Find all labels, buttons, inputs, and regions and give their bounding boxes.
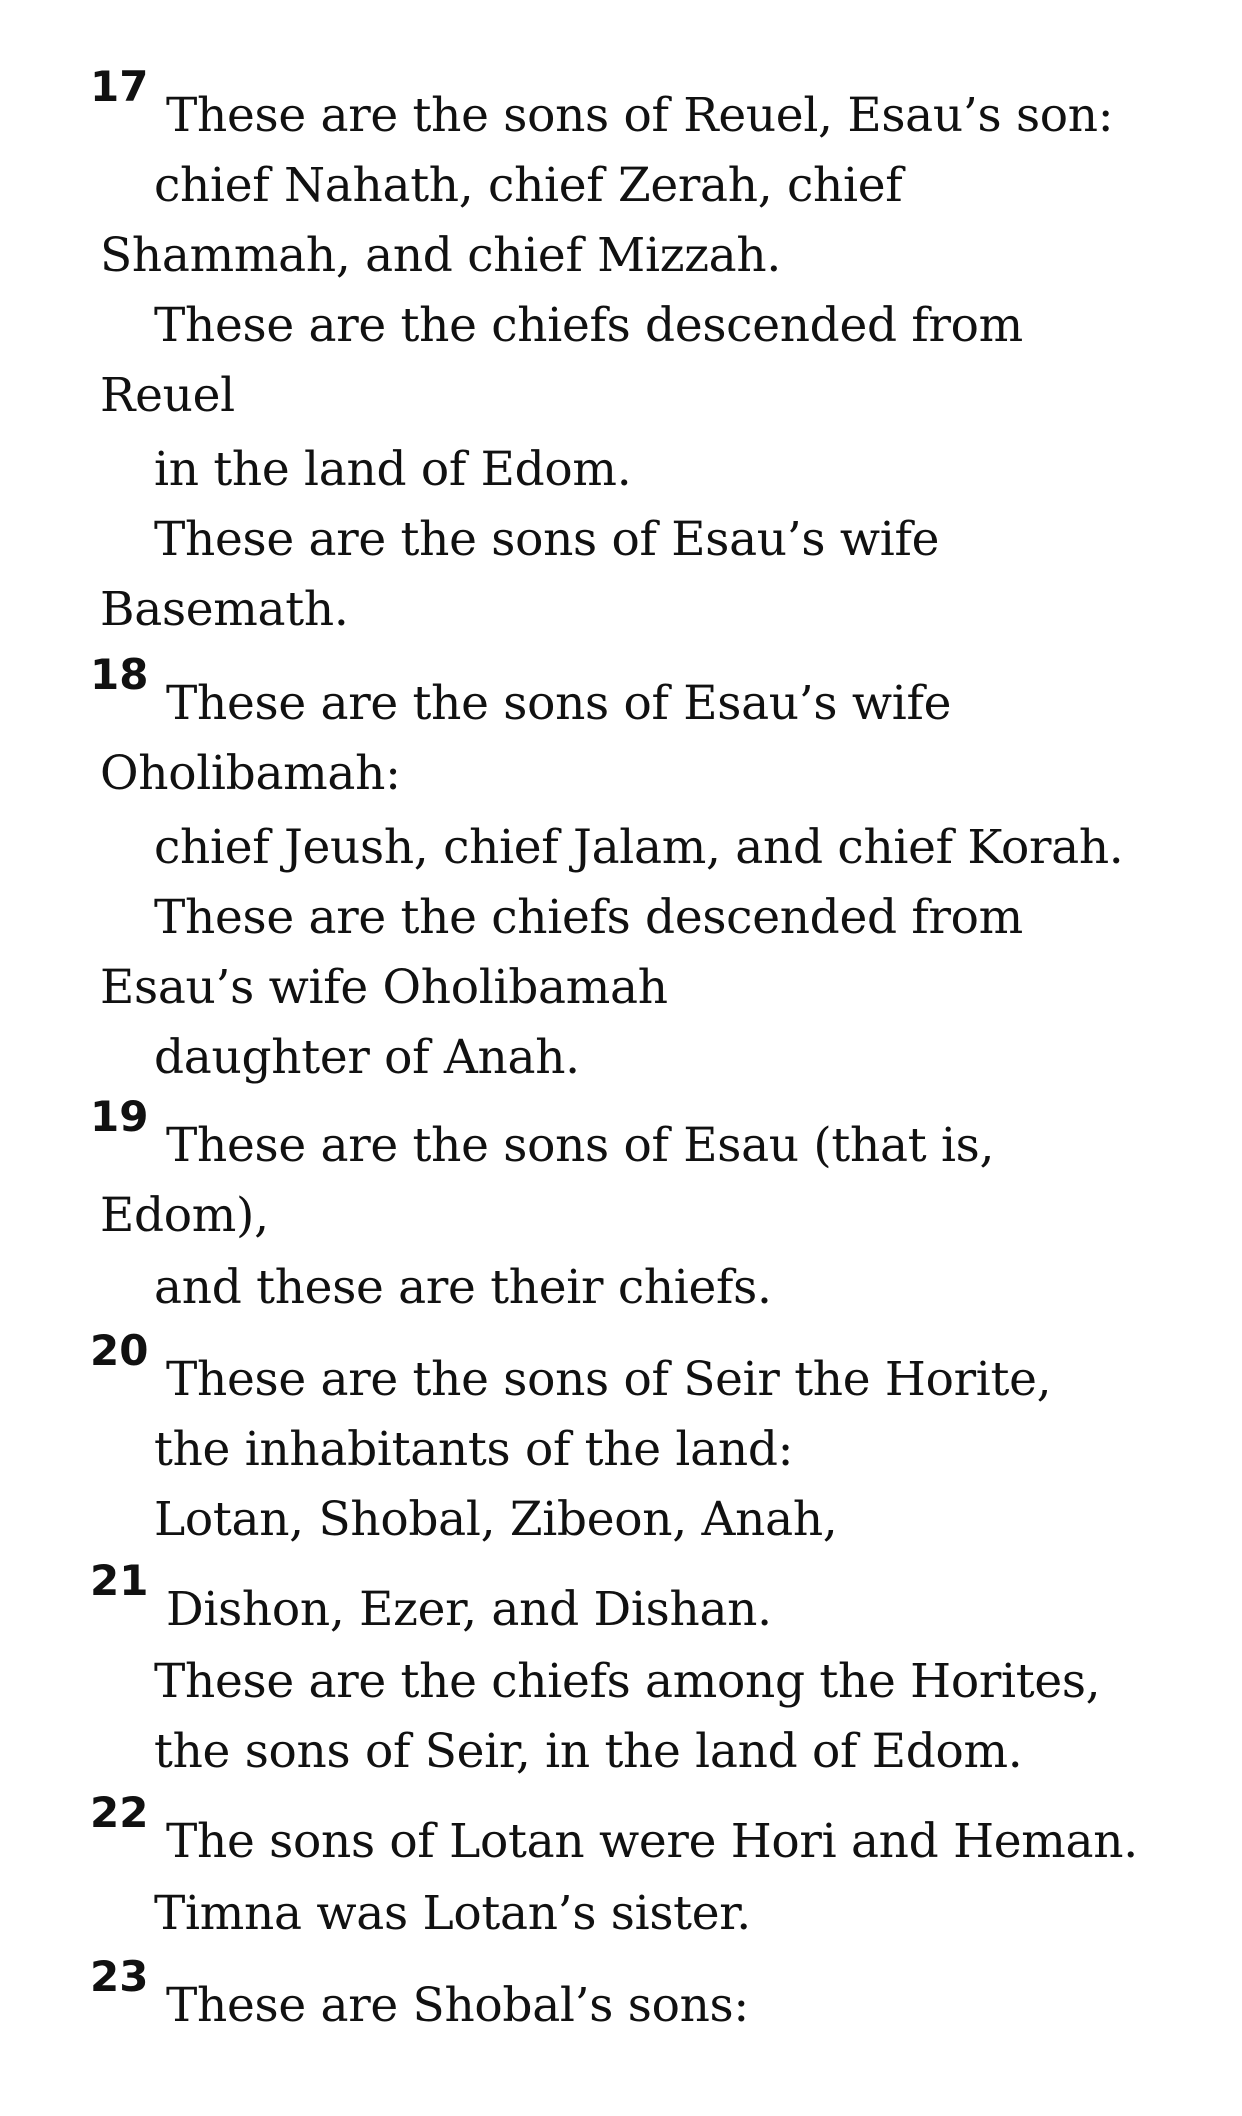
verse-line: daughter of Anah.: [154, 1030, 580, 1085]
verse-line: chief Nahath, chief Zerah, chief: [154, 158, 903, 213]
verse-line: Dishon, Ezer, and Dishan.: [166, 1582, 772, 1637]
verse-number-20: 20: [90, 1326, 149, 1375]
verse-line: These are the sons of Esau (that is,: [166, 1118, 995, 1173]
verse-line: Oholibamah:: [100, 746, 401, 801]
verse-line: These are the sons of Seir the Horite,: [166, 1352, 1052, 1407]
verse-line: These are the sons of Esau’s wife: [166, 676, 952, 731]
verse-line: in the land of Edom.: [154, 442, 632, 497]
verse-line: and these are their chiefs.: [154, 1260, 772, 1315]
verse-number-18: 18: [90, 650, 149, 699]
verse-line: Basemath.: [100, 582, 349, 637]
verse-line: These are the chiefs descended from: [154, 298, 1023, 353]
verse-line: the sons of Seir, in the land of Edom.: [154, 1724, 1023, 1779]
verse-line: The sons of Lotan were Hori and Heman.: [166, 1814, 1138, 1869]
verse-number-23: 23: [90, 1952, 149, 2001]
verse-line: the inhabitants of the land:: [154, 1422, 794, 1477]
verse-line: Shammah, and chief Mizzah.: [100, 228, 781, 283]
verse-line: These are Shobal’s sons:: [166, 1978, 749, 2033]
verse-line: Reuel: [100, 368, 235, 423]
verse-line: chief Jeush, chief Jalam, and chief Korah.: [154, 820, 1124, 875]
verse-line: Edom),: [100, 1188, 269, 1243]
verse-line: These are the sons of Esau’s wife: [154, 512, 940, 567]
verse-number-22: 22: [90, 1788, 149, 1837]
verse-line: These are the chiefs among the Horites,: [154, 1654, 1101, 1709]
verse-number-19: 19: [90, 1092, 149, 1141]
verse-number-17: 17: [90, 62, 149, 111]
verse-line: Lotan, Shobal, Zibeon, Anah,: [154, 1492, 838, 1547]
verse-line: These are the sons of Reuel, Esau’s son:: [166, 88, 1114, 143]
verse-line: These are the chiefs descended from: [154, 890, 1023, 945]
verse-line: Timna was Lotan’s sister.: [154, 1886, 751, 1941]
verse-number-21: 21: [90, 1556, 149, 1605]
verse-line: Esau’s wife Oholibamah: [100, 960, 668, 1015]
